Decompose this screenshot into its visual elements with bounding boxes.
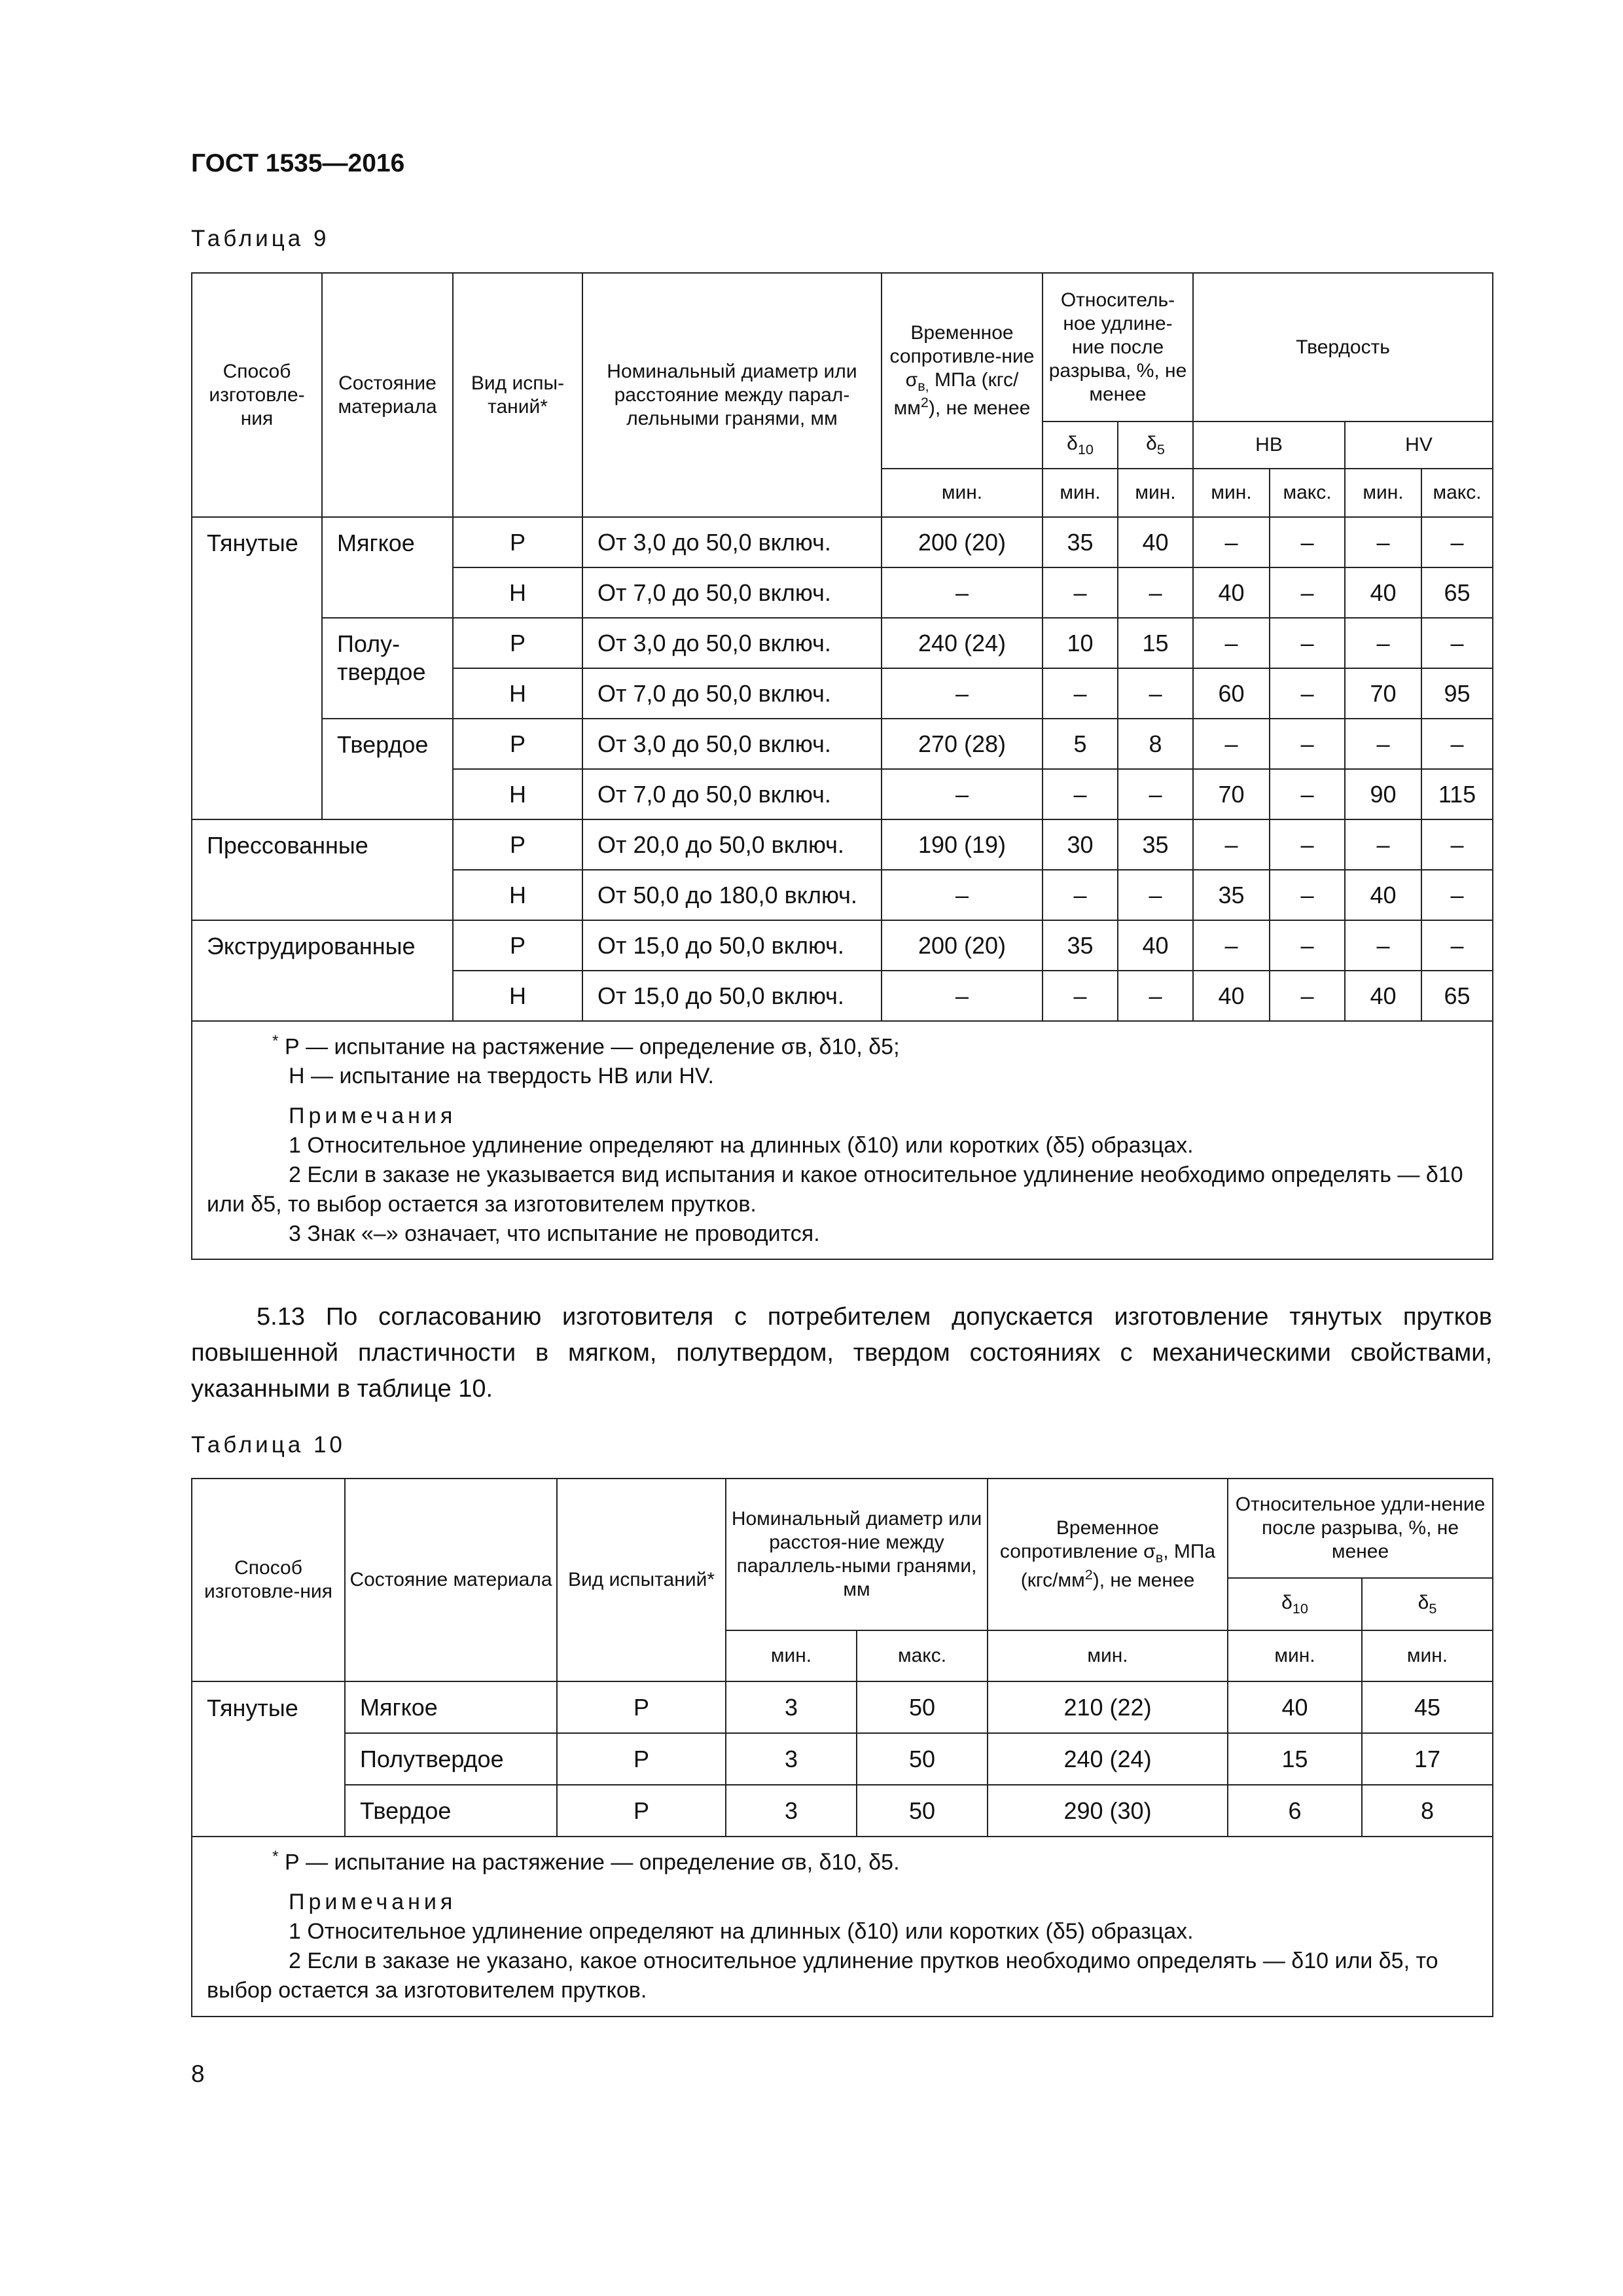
t10-head-max: макс.: [857, 1630, 988, 1681]
cell-hv-min: –: [1345, 920, 1421, 971]
t9-head-max: макс.: [1421, 469, 1493, 517]
cell-hb-min: –: [1193, 819, 1270, 870]
cell-hv-min: 40: [1345, 567, 1421, 618]
cell-d10: –: [1043, 971, 1118, 1021]
cell-sigma: 210 (22): [988, 1681, 1228, 1733]
t10-head-strength: Временное сопротивление $\sigma_в$, МПа $(кгс/мм^2)$, не менее: [988, 1479, 1228, 1630]
cell-diameter: От 20,0 до 50,0 включ.: [582, 819, 882, 870]
cell-hb-max: –: [1270, 769, 1345, 819]
cell-dmax: 50: [857, 1681, 988, 1733]
cell-d10: 15: [1228, 1733, 1362, 1785]
cell-d5: –: [1118, 769, 1193, 819]
cell-d5: –: [1118, 971, 1193, 1021]
table9-caption: Таблица 9: [191, 226, 330, 251]
footnote-p: * Р — испытание на растяжение — определение σв, δ10, δ5;: [272, 1032, 900, 1060]
t9-head-min: мин.: [882, 469, 1043, 517]
t9-head-min: мин.: [1118, 469, 1193, 517]
table-row: [192, 1785, 1493, 1837]
cell-diameter: От 7,0 до 50,0 включ.: [582, 769, 882, 819]
notes-title: Примечания: [289, 1103, 457, 1129]
cell-hb-max: –: [1270, 618, 1345, 668]
cell-d10: 30: [1043, 819, 1118, 870]
cell-diameter: От 3,0 до 50,0 включ.: [582, 517, 882, 567]
cell-d5: 17: [1362, 1733, 1493, 1785]
table10: [191, 1478, 1493, 2017]
cell-diameter: От 3,0 до 50,0 включ.: [582, 719, 882, 769]
cell-test: Р: [453, 517, 582, 567]
t9-head-min: мин.: [1043, 469, 1118, 517]
cell-d5: –: [1118, 567, 1193, 618]
table10-notes: [192, 1837, 1493, 2017]
t9-head-method: Способ изготовле-ния: [192, 273, 322, 517]
cell-sigma: –: [882, 567, 1043, 618]
cell-hv-min: –: [1345, 819, 1421, 870]
cell-d10: 6: [1228, 1785, 1362, 1837]
cell-test: Н: [453, 971, 582, 1021]
cell-hv-max: 65: [1421, 567, 1493, 618]
table10-caption: Таблица 10: [191, 1432, 346, 1458]
t9-head-diameter: Номинальный диаметр или расстояние между парал-лельными гранями, мм: [582, 273, 882, 517]
cell-hv-min: 70: [1345, 668, 1421, 719]
cell-hb-min: –: [1193, 618, 1270, 668]
cell-hv-max: 115: [1421, 769, 1493, 819]
cell-test: Н: [453, 668, 582, 719]
cell-hv-min: –: [1345, 517, 1421, 567]
t10-head-min: мин.: [1228, 1630, 1362, 1681]
cell-hb-min: 35: [1193, 870, 1270, 920]
cell-test: Р: [453, 920, 582, 971]
cell-method: Тянутые: [192, 1681, 345, 1837]
cell-hb-max: –: [1270, 920, 1345, 971]
t10-head-min: мин.: [1362, 1630, 1493, 1681]
cell-sigma: –: [882, 668, 1043, 719]
cell-state: Твердое: [322, 719, 453, 819]
cell-sigma: –: [882, 971, 1043, 1021]
cell-state: Мягкое: [345, 1681, 557, 1733]
cell-hv-min: –: [1345, 719, 1421, 769]
cell-hb-max: –: [1270, 719, 1345, 769]
cell-d10: 5: [1043, 719, 1118, 769]
cell-diameter: От 50,0 до 180,0 включ.: [582, 870, 882, 920]
cell-d10: 35: [1043, 517, 1118, 567]
table9-notes: [192, 1021, 1493, 1259]
t10-head-method: Способ изготовле-ния: [192, 1479, 345, 1681]
cell-diameter: От 15,0 до 50,0 включ.: [582, 971, 882, 1021]
cell-d10: –: [1043, 769, 1118, 819]
cell-sigma: 190 (19): [882, 819, 1043, 870]
t10-head-state: Состояние материала: [345, 1479, 557, 1681]
cell-test: Р: [453, 819, 582, 870]
t9-head-elongation: Относитель-ное удлине-ние после разрыва, %, не менее: [1043, 273, 1193, 422]
t9-head-min: мин.: [1345, 469, 1421, 517]
cell-dmin: 3: [726, 1733, 857, 1785]
t9-head-state: Состояние материала: [322, 273, 453, 517]
cell-sigma: 240 (24): [988, 1733, 1228, 1785]
cell-test: Н: [453, 567, 582, 618]
cell-hv-max: 65: [1421, 971, 1493, 1021]
cell-test: Н: [453, 769, 582, 819]
cell-hv-min: –: [1345, 618, 1421, 668]
note-2: 2 Если в заказе не указывается вид испытания и какое относительное удлинение необходимо определять — δ10 или δ5, то выбор остается за изготовителем прутков.: [207, 1162, 1463, 1217]
cell-hv-min: 40: [1345, 971, 1421, 1021]
cell-hb-max: –: [1270, 971, 1345, 1021]
t10-head-min: мин.: [988, 1630, 1228, 1681]
page-number: 8: [191, 2060, 205, 2087]
cell-state: Твердое: [345, 1785, 557, 1837]
cell-test: Р: [557, 1681, 726, 1733]
cell-d5: –: [1118, 870, 1193, 920]
cell-hb-max: –: [1270, 567, 1345, 618]
cell-d5: 40: [1118, 920, 1193, 971]
cell-d10: –: [1043, 668, 1118, 719]
table-row: [192, 1733, 1493, 1785]
cell-diameter: От 3,0 до 50,0 включ.: [582, 618, 882, 668]
t10-head-diameter: Номинальный диаметр или расстоя-ние между параллель-ными гранями, мм: [726, 1479, 988, 1630]
table-row: [192, 517, 1493, 567]
cell-sigma: –: [882, 870, 1043, 920]
cell-method: Экструдированные: [192, 920, 453, 1021]
cell-method: Прессованные: [192, 819, 453, 920]
document-header: ГОСТ 1535—2016: [191, 149, 405, 177]
cell-hb-min: 40: [1193, 971, 1270, 1021]
cell-d10: –: [1043, 870, 1118, 920]
cell-hb-max: –: [1270, 517, 1345, 567]
cell-hb-min: 40: [1193, 567, 1270, 618]
cell-sigma: 240 (24): [882, 618, 1043, 668]
cell-hb-max: –: [1270, 819, 1345, 870]
cell-hv-max: –: [1421, 618, 1493, 668]
cell-hv-min: 40: [1345, 870, 1421, 920]
cell-diameter: От 15,0 до 50,0 включ.: [582, 920, 882, 971]
cell-d5: 15: [1118, 618, 1193, 668]
cell-d5: 45: [1362, 1681, 1493, 1733]
cell-d5: 35: [1118, 819, 1193, 870]
cell-d10: 40: [1228, 1681, 1362, 1733]
cell-hv-max: –: [1421, 870, 1493, 920]
t10-head-d5: $\delta_5$: [1362, 1578, 1493, 1630]
t10-head-test: Вид испытаний*: [557, 1479, 726, 1681]
cell-hv-max: –: [1421, 819, 1493, 870]
t10-head-elongation: Относительное удли-нение после разрыва, %, не менее: [1228, 1479, 1493, 1578]
cell-d5: 8: [1118, 719, 1193, 769]
cell-d5: 8: [1362, 1785, 1493, 1837]
cell-diameter: От 7,0 до 50,0 включ.: [582, 668, 882, 719]
cell-diameter: От 7,0 до 50,0 включ.: [582, 567, 882, 618]
notes-title: Примечания: [289, 1890, 457, 1915]
note-3: 3 Знак «–» означает, что испытание не проводится.: [289, 1221, 820, 1246]
t10-head-min: мин.: [726, 1630, 857, 1681]
table-row: [192, 819, 1493, 870]
cell-dmin: 3: [726, 1785, 857, 1837]
cell-d10: 10: [1043, 618, 1118, 668]
table-row: [192, 719, 1493, 769]
cell-hb-min: –: [1193, 719, 1270, 769]
table-row: [192, 618, 1493, 668]
t9-head-d5: $\delta_5$: [1118, 422, 1193, 469]
cell-hb-min: –: [1193, 517, 1270, 567]
cell-test: Р: [453, 618, 582, 668]
cell-hv-max: –: [1421, 920, 1493, 971]
t9-head-strength: Временное сопротивле-ние $\sigma_{в,}$ МПа $(кгс/мм^2)$, не менее: [882, 273, 1043, 469]
cell-dmax: 50: [857, 1733, 988, 1785]
cell-state: Полу-твердое: [322, 618, 453, 719]
t9-head-d10: $\delta_{10}$: [1043, 422, 1118, 469]
note-1: 1 Относительное удлинение определяют на длинных (δ10) или коротких (δ5) образцах.: [289, 1132, 1194, 1158]
t9-head-hv: HV: [1345, 422, 1493, 469]
t9-head-max: макс.: [1270, 469, 1345, 517]
cell-d5: 40: [1118, 517, 1193, 567]
t9-head-min: мин.: [1193, 469, 1270, 517]
t9-head-hardness: Твердость: [1193, 273, 1493, 422]
cell-hv-max: –: [1421, 719, 1493, 769]
cell-sigma: –: [882, 769, 1043, 819]
cell-hb-max: –: [1270, 870, 1345, 920]
cell-sigma: 290 (30): [988, 1785, 1228, 1837]
cell-test: Н: [453, 870, 582, 920]
cell-hv-max: 95: [1421, 668, 1493, 719]
cell-sigma: 200 (20): [882, 517, 1043, 567]
cell-d10: –: [1043, 567, 1118, 618]
cell-hb-min: –: [1193, 920, 1270, 971]
table-row: [192, 1681, 1493, 1733]
cell-dmin: 3: [726, 1681, 857, 1733]
cell-test: Р: [453, 719, 582, 769]
table-row: [192, 920, 1493, 971]
cell-state: Мягкое: [322, 517, 453, 618]
t9-head-hb: HB: [1193, 422, 1345, 469]
note-2: 2 Если в заказе не указано, какое относительное удлинение прутков необходимо определять — δ10 или δ5, то выбор остается за изготовителем прутков.: [207, 1948, 1438, 2003]
cell-test: Р: [557, 1785, 726, 1837]
t10-head-d10: $\delta_{10}$: [1228, 1578, 1362, 1630]
cell-hv-min: 90: [1345, 769, 1421, 819]
footnote-h: Н — испытание на твердость HB или HV.: [289, 1064, 714, 1089]
cell-method: Тянутые: [192, 517, 322, 819]
cell-hb-max: –: [1270, 668, 1345, 719]
cell-hv-max: –: [1421, 517, 1493, 567]
cell-hb-min: 60: [1193, 668, 1270, 719]
cell-test: Р: [557, 1733, 726, 1785]
cell-state: Полутвердое: [345, 1733, 557, 1785]
cell-d5: –: [1118, 668, 1193, 719]
cell-hb-min: 70: [1193, 769, 1270, 819]
t9-head-test: Вид испы-таний*: [453, 273, 582, 517]
cell-d10: 35: [1043, 920, 1118, 971]
note-1: 1 Относительное удлинение определяют на длинных (δ10) или коротких (δ5) образцах.: [289, 1919, 1194, 1945]
table9: [191, 272, 1493, 1260]
paragraph-5-13: 5.13 По согласованию изготовителя с потребителем допускается изготовление тянутых прутков повышенной пластичности в мягком, полутвердом, твердом состояниях с механическими свойствами, указанными в таблице 10.: [191, 1303, 1492, 1403]
cell-sigma: 270 (28): [882, 719, 1043, 769]
footnote-p: * Р — испытание на растяжение — определение σв, δ10, δ5.: [272, 1848, 900, 1875]
cell-sigma: 200 (20): [882, 920, 1043, 971]
cell-dmax: 50: [857, 1785, 988, 1837]
